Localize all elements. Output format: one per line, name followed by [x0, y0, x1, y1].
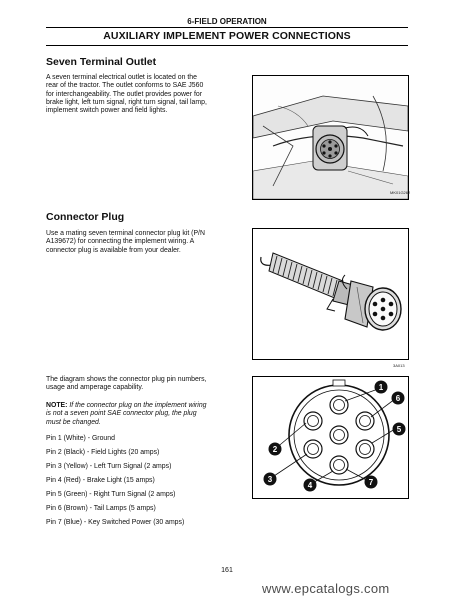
text-line: The diagram shows the connector plug pin numbers,	[46, 376, 207, 383]
callout-2: 2	[272, 445, 278, 454]
page-title: AUXILIARY IMPLEMENT POWER CONNECTIONS	[103, 30, 351, 42]
seven-terminal-text	[46, 74, 236, 115]
outlet-figure-code: MK01G262	[390, 190, 411, 195]
text-line: Use a mating seven terminal connector plug kit (P/N	[46, 230, 205, 237]
text-line: usage and amperage capability.	[46, 384, 144, 392]
text-line: connector plug is available from your dealer.	[46, 246, 181, 254]
note-text: is not a seven point SAE connector plug, the plug	[46, 410, 197, 418]
callout-5: 5	[396, 425, 402, 434]
header-rule-bottom	[46, 45, 408, 46]
connector-plug-photo	[252, 228, 409, 360]
pin-2-item: Pin 2 (Black) - Field Lights (20 amps)	[46, 449, 160, 456]
watermark-url: www.epcatalogs.com	[262, 581, 390, 596]
header-rule-top	[46, 27, 408, 28]
text-line: A seven terminal electrical outlet is located on the	[46, 74, 197, 81]
pin-1-item: Pin 1 (White) - Ground	[46, 435, 115, 442]
text-line: implement switch power and field lights.	[46, 107, 168, 115]
section-header: 6-FIELD OPERATION	[187, 17, 267, 26]
pin-diagram-svg	[253, 377, 408, 498]
pin-3-item: Pin 3 (Yellow) - Left Turn Signal (2 amps)	[46, 463, 172, 470]
outlet-illustration	[253, 76, 411, 199]
callout-3: 3	[267, 475, 273, 484]
note-line-1	[46, 402, 238, 410]
plug-illustration	[253, 229, 408, 359]
text-line: A139672) for connecting the implement wiring. A	[46, 238, 195, 246]
pin-4-item: Pin 4 (Red) - Brake Light (15 amps)	[46, 477, 155, 484]
text-line: for interchangeability. The outlet provides power for	[46, 90, 203, 98]
note-text: If the connector plug on the implement wiring	[69, 402, 207, 409]
callout-6: 6	[395, 394, 401, 403]
pin-5-item: Pin 5 (Green) - Right Turn Signal (2 amps)	[46, 491, 176, 498]
note-label: NOTE:	[46, 402, 68, 409]
plug-figure-code: 3A013	[393, 363, 405, 368]
outlet-photo	[252, 75, 409, 200]
callout-1: 1	[378, 383, 384, 392]
callout-4: 4	[307, 481, 313, 490]
page-number: 161	[221, 567, 233, 574]
note-text: must be changed.	[46, 418, 101, 426]
pin-6-item: Pin 6 (Brown) - Tail Lamps (5 amps)	[46, 505, 156, 512]
pin-7-item: Pin 7 (Blue) - Key Switched Power (30 amps)	[46, 519, 185, 526]
text-line: brake light, left turn signal, right turn signal, tail lamp,	[46, 98, 207, 106]
diagram-text	[46, 376, 236, 393]
pin-diagram	[252, 376, 409, 499]
callout-7: 7	[368, 478, 374, 487]
connector-plug-heading: Connector Plug	[46, 211, 125, 223]
connector-plug-text	[46, 230, 236, 255]
note-block	[46, 402, 238, 427]
text-line: rear of the tractor. The outlet conforms to SAE J560	[46, 82, 204, 90]
seven-terminal-heading: Seven Terminal Outlet	[46, 56, 157, 68]
